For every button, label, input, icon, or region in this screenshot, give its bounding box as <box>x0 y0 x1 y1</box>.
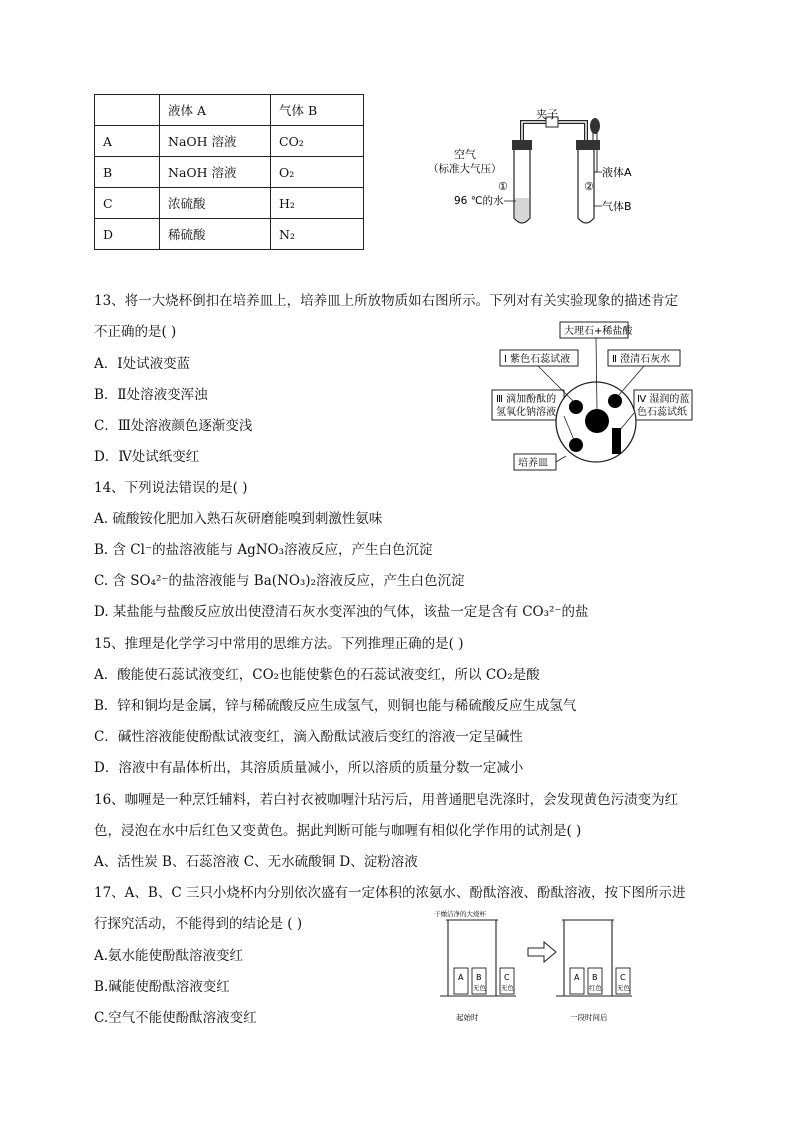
dropper-bulb-icon <box>590 118 600 134</box>
q15-option-d: D．溶液中有晶体析出，其溶质质量减小，所以溶质的质量分数一定减小 <box>94 760 524 776</box>
q16-stem-line-2: 色，浸泡在水中后红色又变黄色。据此判断可能与咖喱有相似化学作用的试剂是( ) <box>94 823 582 839</box>
q15-option-b: B．锌和铜均是金属，锌与稀硫酸反应生成氢气，则铜也能与稀硫酸反应生成氢气 <box>94 698 577 714</box>
q13-option-a: A．Ⅰ处试液变蓝 <box>94 356 191 372</box>
beaker-c-label-right: C <box>620 973 626 982</box>
q14-stem: 14、下列说法错误的是( ) <box>94 480 248 496</box>
q13-option-d: D．Ⅳ处试纸变红 <box>94 449 200 465</box>
q16-stem-line-1: 16、咖喱是一种烹饪辅料，若白衬衣被咖喱汁玷污后，用普通肥皂洗涤时，会发现黄色污渍变为红 <box>94 792 679 808</box>
test-tube-apparatus-figure <box>418 100 638 230</box>
table-cell: A <box>95 126 160 157</box>
gas-b-label: 气体B <box>602 200 632 213</box>
water-label: 96 ℃的水 <box>454 195 504 207</box>
q14-option-d: D. 某盐能与盐酸反应放出使澄清石灰水变浑浊的气体，该盐一定是含有 CO₃²⁻的盐 <box>94 604 589 620</box>
q13-stem-line-1: 13、将一大烧杯倒扣在培养皿上，培养皿上所放物质如右图所示。下列对有关实验现象的描述肯定 <box>94 293 679 309</box>
table-cell: NaOH 溶液 <box>160 157 271 188</box>
air-note-label: （标准大气压） <box>428 163 502 175</box>
beaker-a-label-right: A <box>574 973 580 982</box>
q14-option-c: C. 含 SO₄²⁻的盐溶液能与 Ba(NO₃)₂溶液反应，产生白色沉淀 <box>94 573 465 589</box>
table-row <box>95 157 364 188</box>
table-row <box>95 219 364 250</box>
top-label: 大理石+稀盐酸 <box>564 326 633 337</box>
beaker-c-label: C <box>504 973 510 982</box>
q14-option-a: A. 硫酸铵化肥加入熟石灰研磨能嗅到刺激性氨味 <box>94 511 383 527</box>
label-4a: Ⅳ 湿润的蓝 <box>637 394 690 405</box>
cover-label: 干燥洁净的大烧杯 <box>434 910 486 918</box>
q14-option-b: B. 含 Cl⁻的盐溶液能与 AgNO₃溶液反应，产生白色沉淀 <box>94 542 433 558</box>
label-3b: 氢氧化钠溶液 <box>496 407 556 418</box>
tube-2-label: ② <box>584 180 594 193</box>
table-cell: CO₂ <box>271 126 364 157</box>
liquid-a-label: 液体A <box>602 166 632 179</box>
marble-hcl-spot <box>585 409 609 433</box>
table-cell: C <box>95 188 160 219</box>
table-cell: NaOH 溶液 <box>160 126 271 157</box>
caption-left: 起始时 <box>456 1013 479 1022</box>
stopper-right <box>576 140 600 150</box>
q17-stem-line-1: 17、A、B、C 三只小烧杯内分别依次盛有一定体积的浓氨水、酚酞溶液、酚酞溶液，按下图所示进 <box>94 885 686 901</box>
q17-option-b: B.碱能使酚酞溶液变红 <box>94 979 230 995</box>
beaker-b-label-right: B <box>592 973 598 982</box>
air-label: 空气 <box>454 148 476 161</box>
label-1: Ⅰ 紫色石蕊试液 <box>504 354 571 365</box>
spot-2 <box>608 394 622 408</box>
beaker-b-red: 红色 <box>589 984 602 992</box>
table-cell: O₂ <box>271 157 364 188</box>
beaker-c-colorless-right: 无色 <box>617 984 630 992</box>
arrow-right-icon <box>528 942 556 962</box>
q15-option-c: C．碱性溶液能使酚酞试液变红，滴入酚酞试液后变红的溶液一定呈碱性 <box>94 729 523 745</box>
clamp-label: 夹子 <box>536 108 558 121</box>
q13-option-c: C．Ⅲ处溶液颜色逐渐变浅 <box>94 418 253 434</box>
beaker-a-label: A <box>458 973 464 982</box>
beaker-c-colorless: 无色 <box>501 984 514 992</box>
label-4b: 色石蕊试纸 <box>637 407 687 418</box>
beaker-b-label: B <box>476 973 482 982</box>
table-cell: D <box>95 219 160 250</box>
water-level <box>515 198 529 222</box>
spot-3 <box>569 438 583 452</box>
table-cell: B <box>95 157 160 188</box>
dish-label: 培养皿 <box>518 458 548 469</box>
table-cell: H₂ <box>271 188 364 219</box>
table-row <box>95 126 364 157</box>
q12-options-table <box>94 94 364 250</box>
label-3a: Ⅲ 滴加酚酞的 <box>496 394 557 405</box>
q16-options: A、活性炭 B、石蕊溶液 C、无水硫酸铜 D、淀粉溶液 <box>94 854 418 870</box>
beaker-b-colorless: 无色 <box>473 984 486 992</box>
q15-option-a: A．酸能使石蕊试液变红，CO₂也能使紫色的石蕊试液变红，所以 CO₂是酸 <box>94 667 540 683</box>
table-cell: 浓硫酸 <box>160 188 271 219</box>
table-cell: 稀硫酸 <box>160 219 271 250</box>
beaker-experiment-figure <box>430 906 650 1028</box>
table-header-row <box>95 95 364 126</box>
caption-right: 一段时间后 <box>570 1013 608 1022</box>
q13-option-b: B．Ⅱ处溶液变浑浊 <box>94 387 208 403</box>
label-2: Ⅱ 澄清石灰水 <box>612 354 671 365</box>
q17-stem-line-2: 行探究活动，不能得到的结论是 ( ) <box>94 916 303 932</box>
table-header-gas: 气体 B <box>271 95 364 126</box>
test-paper-4 <box>612 428 621 454</box>
culture-dish-figure <box>486 318 698 478</box>
table-cell <box>95 95 160 126</box>
q15-stem: 15、推理是化学学习中常用的思维方法。下列推理正确的是( ) <box>94 636 464 652</box>
stopper-left <box>512 140 532 150</box>
q17-option-a: A.氨水能使酚酞溶液变红 <box>94 948 244 964</box>
q17-option-c: C.空气不能使酚酞溶液变红 <box>94 1010 257 1026</box>
q13-stem-line-2: 不正确的是( ) <box>94 324 177 340</box>
table-row <box>95 188 364 219</box>
spot-1 <box>569 400 583 414</box>
tube-1-label: ① <box>498 180 508 193</box>
table-header-liquid: 液体 A <box>160 95 271 126</box>
table-cell: N₂ <box>271 219 364 250</box>
